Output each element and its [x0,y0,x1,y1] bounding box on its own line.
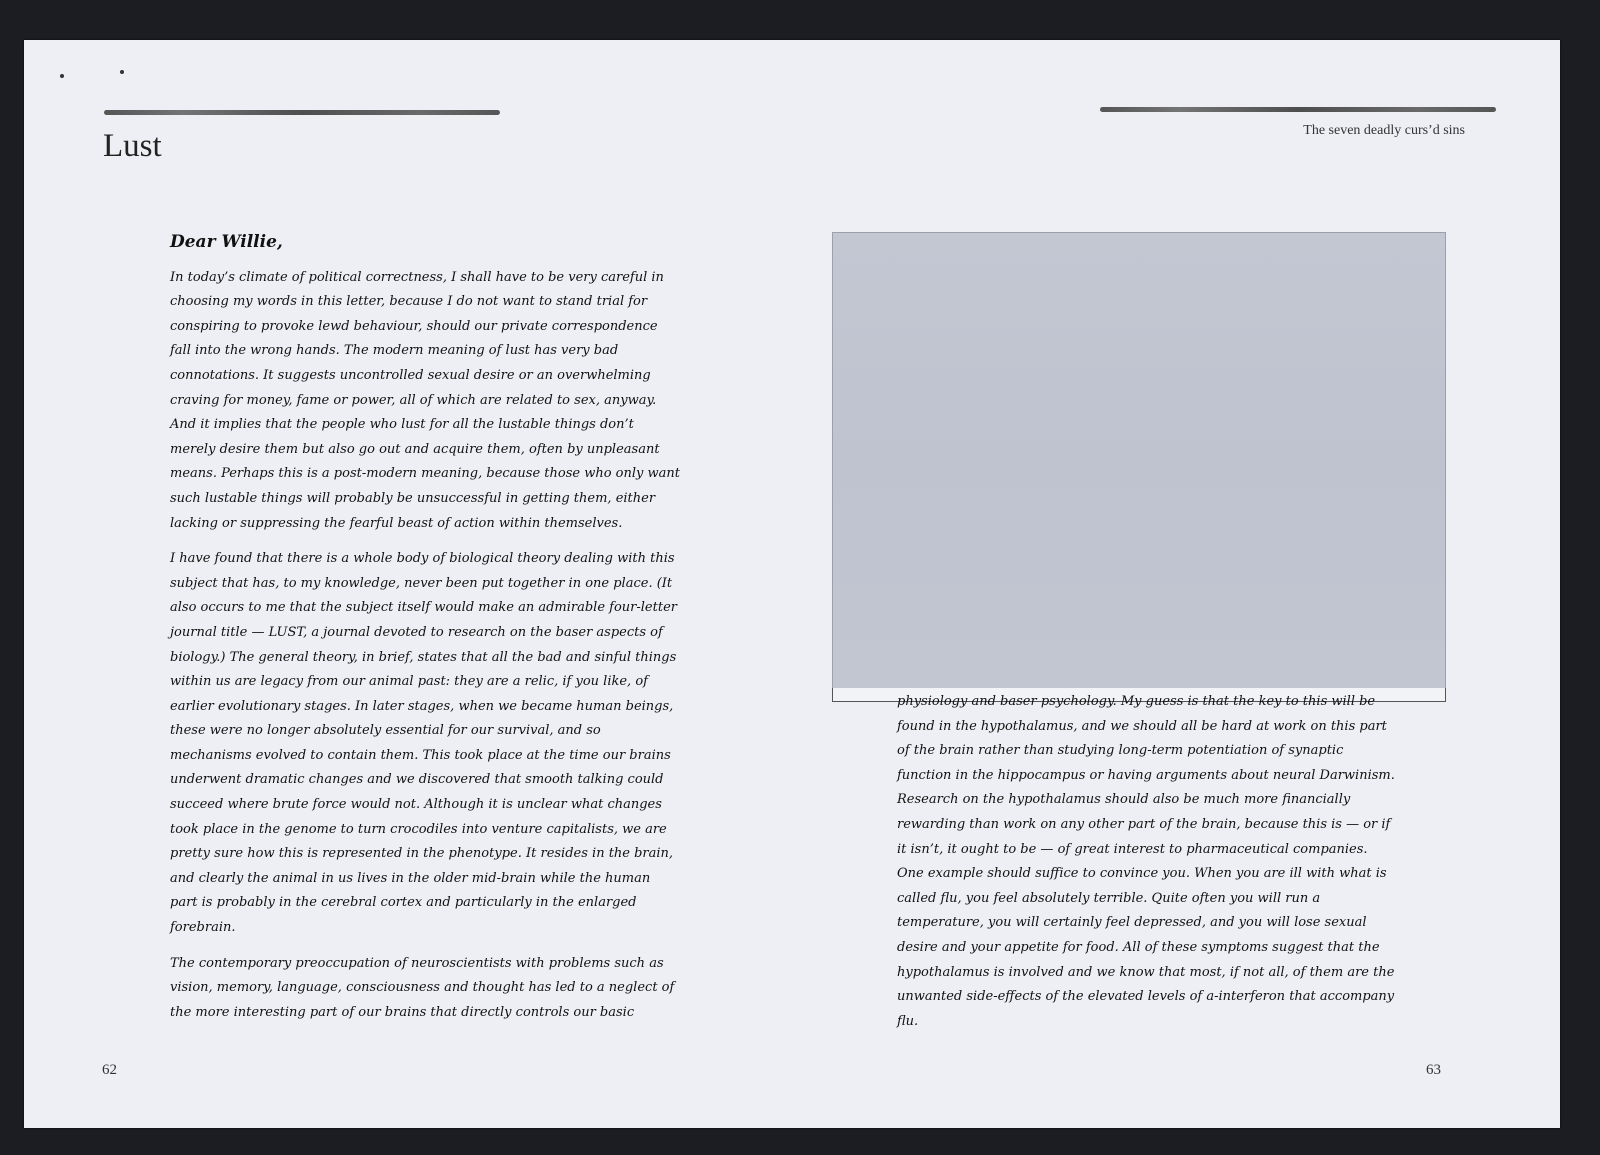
letter-paragraph: I have found that there is a whole body of biological theory dealing with this subject that has, to my knowledge, never been put together in one place. (It also occurs to me that the subject itself would make an admirable four-letter journal title — LUST, a journal devoted to research on the baser aspects of biology.) The general theory, in brief, states that all the bad and sinful things within us are legacy from our animal past: they are a relic, if you like, of earlier evolutionary stages. In later stages, when we became human beings, these were no longer absolutely essential for our survival, and so mechanisms evolved to contain them. This took place at the time our brains underwent dramatic changes and we discovered that smooth talking could succeed where brute force would not. Although it is unclear what changes took place in the genome to turn crocodiles into venture capitalists, we are pretty sure how this is represented in the phenotype. It resides in the brain, and clearly the animal in us lives in the older mid-brain while the human part is probably in the cerebral cortex and particularly in the enlarged forebrain. [170,551,677,936]
illustration-placeholder [832,232,1446,690]
salutation: Dear Willie, [170,232,283,252]
book-spread [24,40,1560,1128]
letter-paragraph: In today’s climate of political correctness, I shall have to be very careful in choosing my words in this letter, because I do not want to stand trial for conspiring to provoke lewd behaviour, should our private correspondence fall into the wrong hands. The modern meaning of lust has very bad connotations. It suggests uncontrolled sexual desire or an overwhelming craving for money, fame or power, all of which are related to sex, anyway. And it implies that the people who lust for all the lustable things don’t merely desire them but also go out and acquire them, often by unpleasant means. Perhaps this is a post-modern meaning, because those who only want such lustable things will probably be unsuccessful in getting them, either lacking or suppressing the fearful beast of action within themselves. [170,269,680,531]
ink-speck [120,70,124,74]
continuation-paragraph: physiology and baser psychology. My guess is that the key to this will be found in the hypothalamus, and we should all be hard at work on this part of the brain rather than studying long-term potentiation of synaptic function in the hippocampus or having arguments about neural Darwinism. Research on the hypothalamus should also be much more financially rewarding than work on any other part of the brain, because this is — or if it isn’t, it ought to be — of great interest to pharmaceutical companies. One example should suffice to convince you. When you are ill with what is called flu, you feel absolutely terrible. Quite often you will run a temperature, you will certainly feel depressed, and you will lose sexual desire and your appetite for food. All of these symptoms suggest that the hypothalamus is involved and we know that most, if not all, of them are the unwanted side-effects of the elevated levels of a-interferon that accompany flu. [897,694,1395,1029]
running-head: The seven deadly curs’d sins [1303,123,1465,138]
page-number-left: 62 [102,1062,117,1078]
header-rule-left [104,110,500,115]
page-number-right: 63 [1426,1062,1441,1078]
ink-speck [60,74,64,78]
section-title: Lust [103,128,162,164]
letter-body [170,230,680,1036]
letter-continuation [897,690,1397,1034]
letter-paragraph: The contemporary preoccupation of neuroscientists with problems such as vision, memory, language, consciousness and thought has led to a neglect of the more interesting part of our brains that directly controls our basic [170,955,675,1020]
header-rule-right [1100,107,1496,112]
